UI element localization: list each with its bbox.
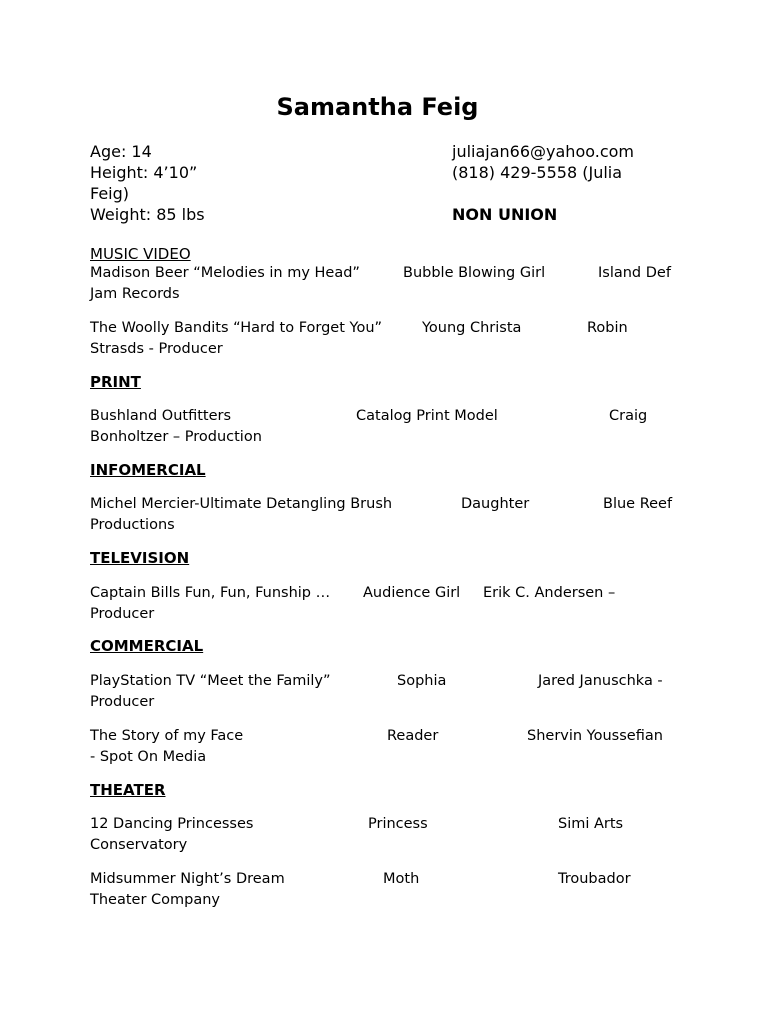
height-continuation-text: Feig) bbox=[90, 184, 130, 203]
credit-project: Madison Beer “Melodies in my Head” bbox=[90, 265, 360, 281]
age-text: Age: 14 bbox=[90, 142, 152, 161]
credit-project: PlayStation TV “Meet the Family” bbox=[90, 673, 331, 689]
section-heading-print: PRINT bbox=[90, 373, 141, 391]
credit-project: Bushland Outfitters bbox=[90, 408, 232, 424]
credit-project: Michel Mercier-Ultimate Detangling Brush bbox=[90, 496, 393, 512]
section-heading-music-video: MUSIC VIDEO bbox=[90, 245, 191, 263]
credit-role: Catalog Print Model bbox=[356, 408, 498, 424]
credit-role: Reader bbox=[387, 728, 439, 744]
credit-company: Simi Arts bbox=[558, 816, 624, 832]
credit-company: Shervin Youssefian bbox=[527, 728, 663, 744]
credit-project: 12 Dancing Princesses bbox=[90, 816, 254, 832]
credit-project: Captain Bills Fun, Fun, Funship … bbox=[90, 585, 331, 601]
credit-continuation: Producer bbox=[90, 606, 155, 622]
union-status-text: NON UNION bbox=[452, 205, 558, 224]
section-heading-television: TELEVISION bbox=[90, 549, 190, 567]
weight-text: Weight: 85 lbs bbox=[90, 205, 205, 224]
credit-company: Island Def bbox=[598, 265, 671, 281]
credit-project: Midsummer Night’s Dream bbox=[90, 871, 285, 887]
credit-role: Daughter bbox=[461, 496, 530, 512]
credit-role: Princess bbox=[368, 816, 428, 832]
credit-continuation: Bonholtzer – Production bbox=[90, 429, 262, 445]
credit-continuation: Theater Company bbox=[90, 892, 221, 908]
credit-role: Moth bbox=[383, 871, 420, 887]
section-heading-commercial: COMMERCIAL bbox=[90, 637, 204, 655]
credit-project: The Woolly Bandits “Hard to Forget You” bbox=[90, 320, 383, 336]
phone-text: (818) 429-5558 (Julia bbox=[452, 163, 623, 182]
credit-role: Sophia bbox=[397, 673, 447, 689]
page-title: Samantha Feig bbox=[276, 93, 479, 121]
credit-continuation: Strasds - Producer bbox=[90, 341, 223, 357]
credit-company: Erik C. Andersen – bbox=[483, 585, 616, 601]
credit-company: Troubador bbox=[558, 871, 631, 887]
section-heading-theater: THEATER bbox=[90, 781, 166, 799]
credit-continuation: Conservatory bbox=[90, 837, 188, 853]
credit-company: Blue Reef bbox=[603, 496, 673, 512]
credit-company: Robin bbox=[587, 320, 628, 336]
credit-continuation: - Spot On Media bbox=[90, 749, 207, 765]
credit-project: The Story of my Face bbox=[90, 728, 244, 744]
section-heading-infomercial: INFOMERCIAL bbox=[90, 461, 206, 479]
credit-continuation: Productions bbox=[90, 517, 175, 533]
credit-role: Bubble Blowing Girl bbox=[403, 265, 546, 281]
email-text: juliajan66@yahoo.com bbox=[452, 142, 634, 161]
credit-role: Audience Girl bbox=[363, 585, 461, 601]
credit-company: Craig bbox=[609, 408, 648, 424]
credit-continuation: Producer bbox=[90, 694, 155, 710]
credit-company: Jared Januschka - bbox=[538, 673, 663, 689]
credit-continuation: Jam Records bbox=[90, 286, 180, 302]
height-text: Height: 4’10” bbox=[90, 163, 198, 182]
credit-role: Young Christa bbox=[422, 320, 522, 336]
